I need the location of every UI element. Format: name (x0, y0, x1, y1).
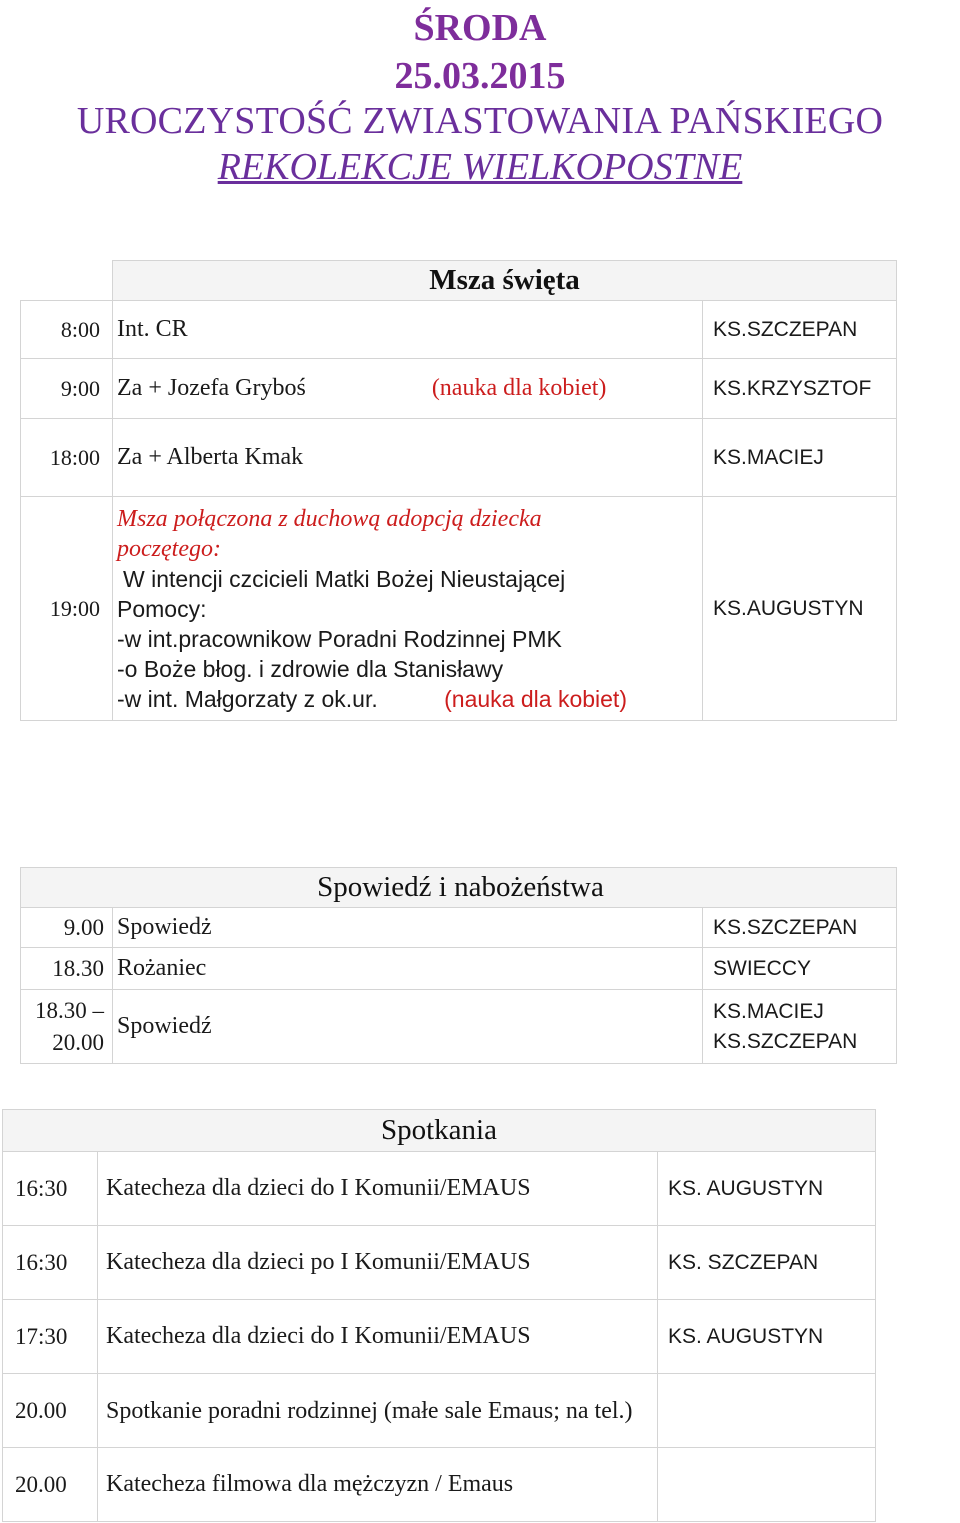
meeting-row (3, 1448, 876, 1522)
special-line: -w int. Małgorzaty z ok.ur. (nauka dla kobiet) (117, 685, 627, 712)
mass-intention: Za + Alberta Kmak (113, 419, 703, 497)
meeting-row (3, 1152, 876, 1226)
mass-time: 18:00 (21, 419, 113, 497)
mass-row (21, 301, 897, 359)
meeting-time: 20.00 (3, 1448, 98, 1522)
meeting-row (3, 1226, 876, 1300)
mass-time: 19:00 (21, 497, 113, 721)
confession-who: SWIECCY (703, 948, 897, 990)
feast-title: UROCZYSTOŚĆ ZWIASTOWANIA PAŃSKIEGO (76, 100, 884, 142)
confession-row (21, 990, 897, 1064)
confession-time-range: 18.30 – 20.00 (21, 990, 113, 1064)
meeting-time: 16:30 (3, 1226, 98, 1300)
mass-time: 8:00 (21, 301, 113, 359)
mass-row-special (21, 497, 897, 721)
mass-row (21, 359, 897, 419)
confession-section-title: Spowiedź i nabożeństwa (21, 868, 897, 908)
meetings-section-title: Spotkania (3, 1110, 876, 1152)
confession-name: Rożaniec (113, 948, 703, 990)
confession-name: Spowiedź (113, 990, 703, 1064)
confession-who: KS.MACIEJ KS.SZCZEPAN (703, 990, 897, 1064)
mass-table (20, 260, 897, 721)
special-heading-cont: poczętego: (117, 535, 221, 562)
confession-time: 9.00 (21, 908, 113, 948)
meetings-table (2, 1109, 876, 1522)
meeting-who: KS. AUGUSTYN (658, 1152, 876, 1226)
meeting-desc: Katecheza filmowa dla mężczyzn / Emaus (98, 1448, 658, 1522)
retreat-title: REKOLEKCJE WIELKOPOSTNE (217, 146, 743, 188)
special-line: -w int.pracownikow Poradni Rodzinnej PMK (117, 625, 562, 652)
mass-section-title: Msza święta (113, 261, 897, 301)
meeting-desc: Spotkanie poradni rodzinnej (małe sale Emaus; na tel.) (98, 1374, 658, 1448)
meeting-time: 16:30 (3, 1152, 98, 1226)
mass-special-intention (113, 497, 703, 721)
mass-row (21, 419, 897, 497)
day-title: ŚRODA (413, 7, 547, 49)
special-line: W intencji czcicieli Matki Bożej Nieustającej (123, 565, 566, 592)
mass-intention: Int. CR (113, 301, 703, 359)
meeting-who: KS. AUGUSTYN (658, 1300, 876, 1374)
meeting-time: 20.00 (3, 1374, 98, 1448)
date-title: 25.03.2015 (394, 55, 566, 97)
special-heading: Msza połączona z duchową adopcją dziecka (117, 505, 542, 532)
confession-name: Spowiedż (113, 908, 703, 948)
mass-priest: KS.AUGUSTYN (703, 497, 897, 721)
mass-time: 9:00 (21, 359, 113, 419)
mass-priest: KS.KRZYSZTOF (703, 359, 897, 419)
meeting-desc: Katecheza dla dzieci po I Komunii/EMAUS (98, 1226, 658, 1300)
confession-who: KS.SZCZEPAN (703, 908, 897, 948)
mass-intention: Za + Jozefa Gryboś (nauka dla kobiet) (113, 359, 703, 419)
mass-priest: KS.SZCZEPAN (703, 301, 897, 359)
meeting-who (658, 1374, 876, 1448)
confession-row (21, 948, 897, 990)
mass-priest: KS.MACIEJ (703, 419, 897, 497)
meeting-row (3, 1374, 876, 1448)
confession-time: 18.30 (21, 948, 113, 990)
special-line: Pomocy: (117, 595, 207, 622)
meeting-who: KS. SZCZEPAN (658, 1226, 876, 1300)
meeting-who (658, 1448, 876, 1522)
meeting-desc: Katecheza dla dzieci do I Komunii/EMAUS (98, 1300, 658, 1374)
meeting-time: 17:30 (3, 1300, 98, 1374)
meeting-desc: Katecheza dla dzieci do I Komunii/EMAUS (98, 1152, 658, 1226)
confession-table (20, 867, 897, 1064)
confession-row (21, 908, 897, 948)
meeting-row (3, 1300, 876, 1374)
special-note: (nauka dla kobiet) (444, 685, 627, 712)
special-line: -o Boże błog. i zdrowie dla Stanisławy (117, 655, 504, 682)
mass-note: (nauka dla kobiet) (431, 375, 607, 401)
